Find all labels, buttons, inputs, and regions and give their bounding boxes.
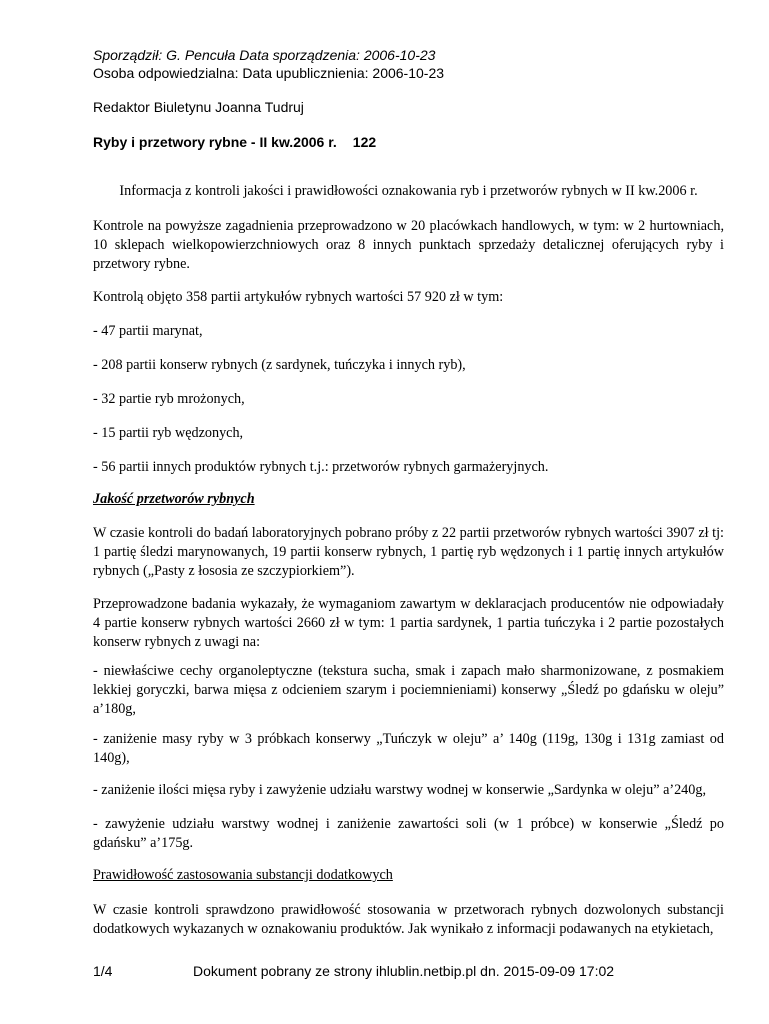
paragraph-1: Kontrole na powyższe zagadnienia przeprowadzono w 20 placówkach handlowych, w tym: w 2 hurtowniach, 10 sklepach wielkopowierzchniowych oraz 8 innych punktach sprzedaży detalicznej oferujących ryby i przetwory rybne. [93,218,724,272]
page-number: 1/4 [93,963,113,979]
paragraph-7: - zaniżenie ilości mięsa ryby i zawyżenie udziału warstwy wodnej w konserwie „Sardynka w oleju” a’240g, [93,782,707,798]
section-heading-additives-text: Prawidłowość zastosowania substancji dodatkowych [93,867,393,883]
document-title [93,134,376,151]
editor-line: Redaktor Biuletynu Joanna Tudruj [93,99,304,115]
document-title-text: Ryby i przetwory rybne - II kw.2006 r. [93,134,337,150]
list-item: - 15 partii ryb wędzonych, [93,425,244,441]
section-heading-quality [93,490,724,509]
paragraph-3: W czasie kontroli do badań laboratoryjnych pobrano próby z 22 partii przetworów rybnych wartości 3907 zł tj: 1 partię śledzi marynowanych, 19 partii konserw rybnych, 1 partię ryb wędzonych i 1 partię innych artykułów rybnych („Pasty z łososia ze szczypiorkiem”). [93,525,724,579]
list-item: - 208 partii konserw rybnych (z sardynek, tuńczyka i innych ryb), [93,357,466,373]
list-item: - 47 partii marynat, [93,323,203,339]
paragraph-9: W czasie kontroli sprawdzono prawidłowość stosowania w przetworach rybnych dozwolonych substancji dodatkowych wykazanych w oznakowaniu produktów. Jak wynikało z informacji podawanych na etykietach, [93,902,724,937]
author-line: Sporządził: G. Pencuła Data sporządzenia: 2006-10-23 [93,47,436,63]
publication-line: Osoba odpowiedzialna: Data upublicznienia: 2006-10-23 [93,65,445,81]
paragraph-4: Przeprowadzone badania wykazały, że wymaganiom zawartym w deklaracjach producentów nie odpowiadały 4 partie konserw rybnych wartości 2660 zł w tym: 1 partia sardynek, 1 partia tuńczyka i 2 partie pozostałych konserw rybnych z uwagi na: [93,596,724,650]
section-heading-quality-text: Jakość przetworów rybnych [93,491,255,507]
paragraph-2: Kontrolą objęto 358 partii artykułów rybnych wartości 57 920 zł w tym: [93,289,504,305]
paragraph-5: - niewłaściwe cechy organoleptyczne (tekstura sucha, smak i zapach mało sharmonizowane, z posmakiem lekkiej goryczki, barwa mięsa z odcieniem szarym i pociemnieniami) konserwy „Śledź po gdańsku w oleju” a’180g, [93,663,724,717]
paragraph-6: - zaniżenie masy ryby w 3 próbkach konserwy „Tuńczyk w oleju” a’ 140g (119g, 130g i 131g zamiast od 140g), [93,731,724,766]
list-item: - 32 partie ryb mrożonych, [93,391,245,407]
section-heading-additives [93,866,724,885]
document-number: 122 [352,134,377,150]
list-item: - 56 partii innych produktów rybnych t.j.: przetworów rybnych garmażeryjnych. [93,459,549,475]
intro-paragraph: Informacja z kontroli jakości i prawidłowości oznakowania ryb i przetworów rybnych w II kw.2006 r. [119,183,698,199]
paragraph-8: - zawyżenie udziału warstwy wodnej i zaniżenie zawartości soli (w 1 próbce) w konserwie „Śledź po gdańsku” a’175g. [93,816,724,851]
download-source: Dokument pobrany ze strony ihlublin.netbip.pl dn. 2015-09-09 17:02 [193,963,615,979]
